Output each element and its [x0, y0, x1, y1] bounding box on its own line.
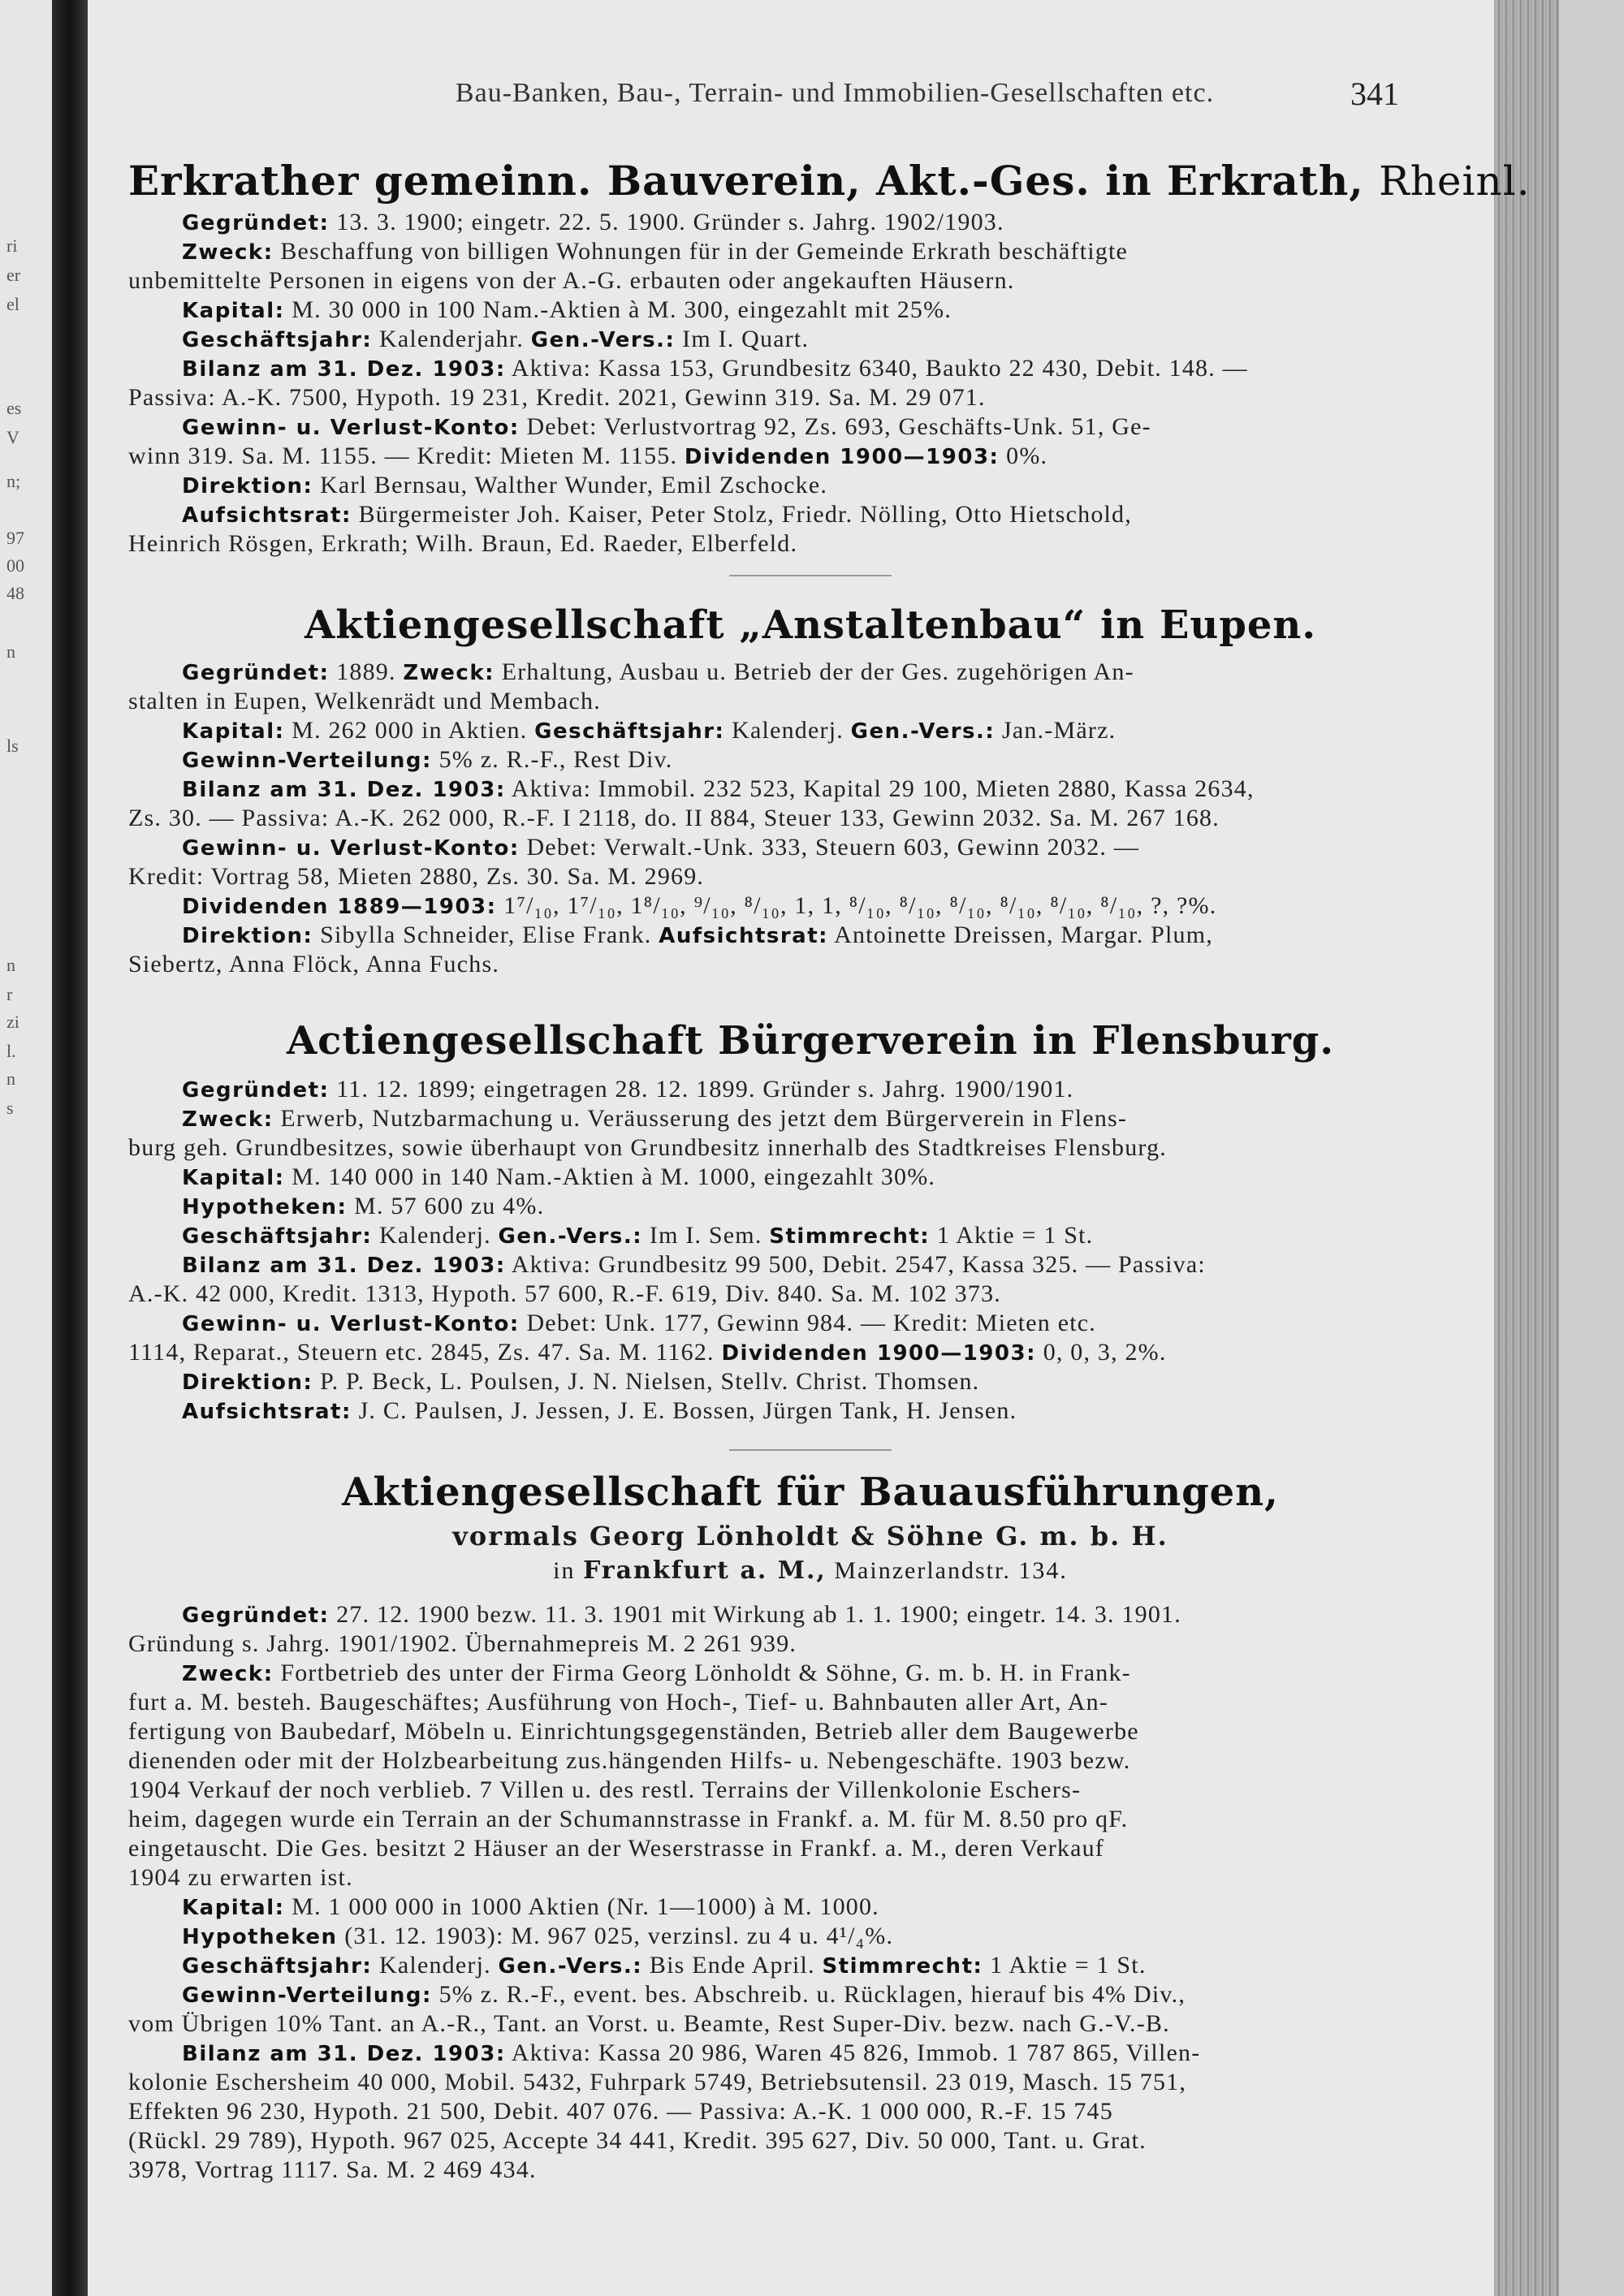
- entry-erkrather-bauverein: [128, 154, 1531, 559]
- entry-line: [128, 1221, 1492, 1250]
- field-value: Erwerb, Nutzbarmachung u. Veräusserung des jetzt dem Bürgerverein in Flens-: [280, 1105, 1128, 1132]
- entry-line: [128, 2097, 1492, 2126]
- field-label: Gen.-Vers.:: [498, 1954, 643, 1979]
- field-label: Zweck:: [182, 240, 274, 265]
- field-label: Stimmrecht:: [769, 1224, 931, 1249]
- field-value: stalten in Eupen, Welkenrädt und Membach.: [128, 688, 601, 714]
- field-value: M. 57 600 zu 4%.: [354, 1193, 545, 1219]
- field-value: (31. 12. 1903): M. 967 025, verzinsl. zu 4 u. 4¹/₄%.: [344, 1923, 894, 1949]
- field-value: Beschaffung von billigen Wohnungen für in der Gemeinde Erkrath beschäftigte: [280, 238, 1129, 265]
- address-city: Frankfurt a. M.,: [583, 1556, 827, 1585]
- field-value: 1 Aktie = 1 St.: [990, 1952, 1147, 1979]
- prev-page-fragment: l.: [6, 1041, 16, 1061]
- field-value: 13. 3. 1900; eingetr. 22. 5. 1900. Gründer s. Jahrg. 1902/1903.: [336, 209, 1004, 235]
- field-label: Zweck:: [182, 1107, 274, 1132]
- address-prefix: in: [553, 1557, 576, 1584]
- field-label: Gen.-Vers.:: [498, 1224, 643, 1249]
- field-label: Kapital:: [182, 719, 285, 744]
- field-value: winn 319. Sa. M. 1155. — Kredit: Mieten M. 1155.: [128, 442, 678, 469]
- field-value: 27. 12. 1900 bezw. 11. 3. 1901 mit Wirkung ab 1. 1. 1900; eingetr. 14. 3. 1901.: [336, 1601, 1181, 1628]
- prev-page-fragment: n;: [6, 471, 21, 491]
- entry-title-tail: Rheinl.: [1379, 158, 1531, 205]
- entry-line: [128, 1805, 1492, 1834]
- field-value: Zs. 30. — Passiva: A.-K. 262 000, R.-F. I 2118, do. II 884, Steuer 133, Gewinn 2032. Sa. M. 267 168.: [128, 805, 1220, 831]
- entry-body: [128, 1075, 1492, 1426]
- field-value: Gründung s. Jahrg. 1901/1902. Übernahmepreis M. 2 261 939.: [128, 1630, 797, 1657]
- field-value: Erhaltung, Ausbau u. Betrieb der der Ges. zugehörigen An-: [501, 658, 1134, 685]
- field-label: Geschäftsjahr:: [182, 328, 373, 352]
- field-value: Kalenderj.: [379, 1222, 491, 1249]
- field-value: Im I. Quart.: [682, 326, 810, 352]
- field-label: Aufsichtsrat:: [182, 1400, 352, 1424]
- entry-address: [128, 1553, 1492, 1589]
- field-label: Bilanz am 31. Dez. 1903:: [182, 778, 506, 802]
- prev-page-fragment: n: [6, 641, 15, 662]
- entry-line: [128, 237, 1492, 266]
- entry-line: [128, 2039, 1492, 2068]
- field-value: Im I. Sem.: [649, 1222, 762, 1249]
- prev-page-fragment: er: [6, 265, 21, 285]
- entry-line: [128, 471, 1492, 500]
- entry-line: [128, 1600, 1492, 1629]
- prev-page-fragment: V: [6, 427, 19, 447]
- field-label: Gegründet:: [182, 211, 330, 235]
- field-value: 5% z. R.-F., event. bes. Abschreib. u. Rücklagen, hierauf bis 4% Div.,: [438, 1981, 1186, 2008]
- section-divider: [729, 1449, 892, 1451]
- entry-line: [128, 862, 1492, 891]
- field-value: Kredit: Vortrag 58, Mieten 2880, Zs. 30. Sa. M. 2969.: [128, 863, 705, 890]
- prev-page-fragment: 48: [6, 583, 24, 603]
- field-value: Sibylla Schneider, Elise Frank.: [320, 921, 652, 948]
- field-value: Bis Ende April.: [649, 1952, 815, 1979]
- entry-line: [128, 1309, 1492, 1338]
- entry-line: [128, 745, 1492, 775]
- field-label: Gen.-Vers.:: [850, 719, 996, 744]
- entry-line: [128, 1746, 1492, 1776]
- prev-page-fragment: n: [6, 1068, 15, 1089]
- entry-line: [128, 1280, 1492, 1309]
- entry-title: Aktiengesellschaft „Anstaltenbau“ in Eupen.: [304, 602, 1317, 648]
- entry-bauausfuehrungen-frankfurt: [128, 1465, 1492, 2185]
- book-spine-gutter: [52, 0, 88, 2296]
- field-label: Aufsichtsrat:: [659, 924, 829, 948]
- field-value: Aktiva: Grundbesitz 99 500, Debit. 2547, Kassa 325. — Passiva:: [511, 1251, 1206, 1278]
- field-value: M. 262 000 in Aktien.: [292, 717, 528, 744]
- field-value: 3978, Vortrag 1117. Sa. M. 2 469 434.: [128, 2156, 537, 2183]
- field-label: Gewinn- u. Verlust-Konto:: [182, 836, 520, 861]
- entry-line: [128, 804, 1492, 833]
- entry-buergerverein-flensburg: [128, 1007, 1492, 1426]
- entry-line: [128, 1980, 1492, 2009]
- entry-line: [128, 1250, 1492, 1280]
- prev-page-fragment: el: [6, 294, 19, 314]
- field-value: (Rückl. 29 789), Hypoth. 967 025, Accepte 34 441, Kredit. 395 627, Div. 50 000, Tant. u. Grat.: [128, 2127, 1147, 2154]
- entry-line: [128, 1717, 1492, 1746]
- field-label: Gen.-Vers.:: [530, 328, 676, 352]
- entry-line: [128, 921, 1492, 950]
- prev-page-fragment: 00: [6, 555, 24, 576]
- field-value: Debet: Verlustvortrag 92, Zs. 693, Geschäfts-Unk. 51, Ge-: [526, 413, 1151, 440]
- field-label: Gewinn-Verteilung:: [182, 1983, 432, 2008]
- field-value: Fortbetrieb des unter der Firma Georg Lönholdt & Söhne, G. m. b. H. in Frank-: [280, 1659, 1131, 1686]
- entry-line: [128, 325, 1492, 354]
- entry-line: [128, 1776, 1492, 1805]
- field-label: Gewinn- u. Verlust-Konto:: [182, 416, 520, 440]
- field-label: Kapital:: [182, 1166, 285, 1190]
- field-value: unbemittelte Personen in eigens von der A.-G. erbauten oder angekauften Häusern.: [128, 267, 1015, 294]
- field-value: J. C. Paulsen, J. Jessen, J. E. Bossen, Jürgen Tank, H. Jensen.: [358, 1397, 1017, 1424]
- field-label: Kapital:: [182, 299, 285, 323]
- field-value: Bürgermeister Joh. Kaiser, Peter Stolz, Friedr. Nölling, Otto Hietschold,: [358, 501, 1132, 528]
- prev-page-fragment: 97: [6, 528, 24, 548]
- field-label: Bilanz am 31. Dez. 1903:: [182, 2042, 506, 2066]
- field-value: Heinrich Rösgen, Erkrath; Wilh. Braun, Ed. Raeder, Elberfeld.: [128, 530, 798, 557]
- entry-line: [128, 1133, 1492, 1163]
- entry-line: [128, 658, 1492, 687]
- field-label: Zweck:: [403, 661, 495, 685]
- entry-line: [128, 687, 1492, 716]
- field-label: Hypotheken: [182, 1925, 338, 1949]
- entry-line: [128, 1688, 1492, 1717]
- entry-line: [128, 1863, 1492, 1892]
- address-street: Mainzerlandstr. 134.: [834, 1557, 1068, 1584]
- field-value: 1904 Verkauf der noch verblieb. 7 Villen u. des restl. Terrains der Villenkolonie Eschers-: [128, 1776, 1082, 1803]
- field-value: vom Übrigen 10% Tant. an A.-R., Tant. an Vorst. u. Beamte, Rest Super-Div. bezw. nach G.-V.-B.: [128, 2010, 1170, 2037]
- field-label: Gegründet:: [182, 1078, 330, 1103]
- field-value: A.-K. 42 000, Kredit. 1313, Hypoth. 57 600, R.-F. 619, Div. 840. Sa. M. 102 373.: [128, 1280, 1001, 1307]
- field-label: Geschäftsjahr:: [182, 1954, 373, 1979]
- entry-line: [128, 1951, 1492, 1980]
- field-value: 1⁷/₁₀, 1⁷/₁₀, 1⁸/₁₀, ⁹/₁₀, ⁸/₁₀, 1, 1, ⁸/₁₀, ⁸/₁₀, ⁸/₁₀, ⁸/₁₀, ⁸/₁₀, ⁸/₁₀, ?, ?%.: [503, 892, 1217, 919]
- field-label: Dividenden 1900—1903:: [721, 1341, 1036, 1366]
- prev-page-fragment: zi: [6, 1012, 19, 1032]
- field-label: Gegründet:: [182, 661, 330, 685]
- entry-line: [128, 412, 1492, 442]
- entry-title: [128, 154, 1531, 208]
- field-label: Geschäftsjahr:: [534, 719, 725, 744]
- page-number: 341: [1350, 76, 1399, 112]
- field-value: eingetauscht. Die Ges. besitzt 2 Häuser an der Weserstrasse in Frankf. a. M., deren Verkauf: [128, 1835, 1104, 1862]
- entry-title: Actiengesellschaft Bürgerverein in Flensburg.: [286, 1018, 1335, 1064]
- entry-line: [128, 2068, 1492, 2097]
- field-value: Aktiva: Kassa 153, Grundbesitz 6340, Baukto 22 430, Debit. 148. —: [511, 355, 1248, 382]
- field-value: Kalenderjahr.: [379, 326, 525, 352]
- field-label: Bilanz am 31. Dez. 1903:: [182, 1254, 506, 1278]
- entry-line: [128, 1104, 1492, 1133]
- field-value: burg geh. Grundbesitzes, sowie überhaupt von Grundbesitz innerhalb des Stadtkreises Flensburg.: [128, 1134, 1167, 1161]
- entry-line: [128, 1075, 1492, 1104]
- entry-line: [128, 716, 1492, 745]
- entry-title: Aktiengesellschaft für Bauausführungen,: [342, 1470, 1279, 1515]
- prev-page-fragment: ls: [6, 736, 19, 756]
- entry-line: [128, 354, 1492, 383]
- field-value: P. P. Beck, L. Poulsen, J. N. Nielsen, Stellv. Christ. Thomsen.: [320, 1368, 980, 1395]
- entry-line: [128, 950, 1492, 979]
- entry-line: [128, 2126, 1492, 2156]
- field-label: Hypotheken:: [182, 1195, 348, 1219]
- field-label: Stimmrecht:: [822, 1954, 983, 1979]
- field-value: Passiva: A.-K. 7500, Hypoth. 19 231, Kredit. 2021, Gewinn 319. Sa. M. 29 071.: [128, 384, 986, 411]
- field-label: Zweck:: [182, 1662, 274, 1686]
- field-value: 1114, Reparat., Steuern etc. 2845, Zs. 47. Sa. M. 1162.: [128, 1339, 715, 1366]
- field-label: Direktion:: [182, 1370, 313, 1395]
- previous-page-edge: [0, 0, 52, 2296]
- field-value: Aktiva: Immobil. 232 523, Kapital 29 100, Mieten 2880, Kassa 2634,: [511, 775, 1255, 802]
- entry-body: [128, 208, 1492, 559]
- field-value: Debet: Verwalt.-Unk. 333, Steuern 603, Gewinn 2032. —: [526, 834, 1140, 861]
- field-value: 0%.: [1006, 442, 1048, 469]
- field-label: Bilanz am 31. Dez. 1903:: [182, 357, 506, 382]
- page: [88, 0, 1559, 2296]
- field-value: 1904 zu erwarten ist.: [128, 1864, 353, 1891]
- entry-line: [128, 2156, 1492, 2185]
- field-value: M. 1 000 000 in 1000 Aktien (Nr. 1—1000) à M. 1000.: [292, 1893, 879, 1920]
- field-label: Direktion:: [182, 474, 313, 498]
- field-label: Gewinn- u. Verlust-Konto:: [182, 1312, 520, 1336]
- entry-line: [128, 442, 1492, 471]
- field-value: fertigung von Baubedarf, Möbeln u. Einrichtungsgegenständen, Betrieb aller dem Baugewerbe: [128, 1718, 1139, 1745]
- field-value: furt a. M. besteh. Baugeschäftes; Ausführung von Hoch-, Tief- u. Bahnbauten aller Art, An-: [128, 1689, 1108, 1716]
- field-value: Jan.-März.: [1002, 717, 1116, 744]
- entry-line: [128, 296, 1492, 325]
- prev-page-fragment: n: [6, 955, 15, 975]
- field-value: Karl Bernsau, Walther Wunder, Emil Zschocke.: [320, 472, 828, 498]
- entry-body: [128, 658, 1492, 979]
- field-label: Direktion:: [182, 924, 313, 948]
- entry-line: [128, 1396, 1492, 1426]
- prev-page-fragment: r: [6, 984, 13, 1004]
- entry-line: [128, 1192, 1492, 1221]
- field-value: M. 30 000 in 100 Nam.-Aktien à M. 300, eingezahlt mit 25%.: [292, 296, 952, 323]
- entry-body: [128, 1600, 1492, 2185]
- field-value: 1889.: [336, 658, 396, 685]
- entry-line: [128, 383, 1492, 412]
- field-value: 0, 0, 3, 2%.: [1043, 1339, 1167, 1366]
- entry-line: [128, 529, 1492, 559]
- prev-page-fragment: es: [6, 398, 22, 418]
- running-head: Bau-Banken, Bau-, Terrain- und Immobilien-Gesellschaften etc.: [455, 78, 1215, 108]
- entry-line: [128, 833, 1492, 862]
- field-value: Debet: Unk. 177, Gewinn 984. — Kredit: Mieten etc.: [526, 1310, 1096, 1336]
- field-value: Kalenderj.: [379, 1952, 491, 1979]
- field-value: heim, dagegen wurde ein Terrain an der Schumannstrasse in Frankf. a. M. für M. 8.50 pro qF.: [128, 1806, 1129, 1832]
- entry-line: [128, 1834, 1492, 1863]
- prev-page-fragment: s: [6, 1098, 14, 1118]
- entry-line: [128, 1659, 1492, 1688]
- entry-line: [128, 1338, 1492, 1367]
- entry-line: [128, 500, 1492, 529]
- entry-line: [128, 1922, 1492, 1951]
- field-label: Dividenden 1889—1903:: [182, 895, 497, 919]
- field-label: Geschäftsjahr:: [182, 1224, 373, 1249]
- entry-subtitle: vormals Georg Lönholdt & Söhne G. m. b. H.: [452, 1521, 1168, 1552]
- entry-line: [128, 775, 1492, 804]
- field-label: Gegründet:: [182, 1603, 330, 1628]
- field-label: Dividenden 1900—1903:: [684, 445, 1000, 469]
- field-value: Siebertz, Anna Flöck, Anna Fuchs.: [128, 951, 500, 978]
- entry-line: [128, 208, 1492, 237]
- field-value: M. 140 000 in 140 Nam.-Aktien à M. 1000, eingezahlt 30%.: [292, 1163, 936, 1190]
- entry-line: [128, 1367, 1492, 1396]
- field-value: Kalenderj.: [732, 717, 844, 744]
- field-value: kolonie Eschersheim 40 000, Mobil. 5432, Fuhrpark 5749, Betriebsutensil. 23 019, Masch. 15 751,: [128, 2069, 1187, 2095]
- field-label: Kapital:: [182, 1896, 285, 1920]
- field-value: Effekten 96 230, Hypoth. 21 500, Debit. 407 076. — Passiva: A.-K. 1 000 000, R.-F. 15 745: [128, 2098, 1113, 2125]
- entry-line: [128, 1892, 1492, 1922]
- entry-line: [128, 1629, 1492, 1659]
- section-divider: [729, 575, 892, 576]
- field-value: Antoinette Dreissen, Margar. Plum,: [834, 921, 1213, 948]
- field-value: 1 Aktie = 1 St.: [936, 1222, 1094, 1249]
- entry-line: [128, 2009, 1492, 2039]
- entry-line: [128, 1163, 1492, 1192]
- field-label: Aufsichtsrat:: [182, 503, 352, 528]
- prev-page-fragment: ri: [6, 235, 18, 256]
- field-value: 5% z. R.-F., Rest Div.: [438, 746, 673, 773]
- field-value: 11. 12. 1899; eingetragen 28. 12. 1899. Gründer s. Jahrg. 1900/1901.: [336, 1076, 1074, 1103]
- page-edge-stack: [1494, 0, 1559, 2296]
- entry-line: [128, 891, 1492, 921]
- entry-anstaltenbau-eupen: [128, 593, 1492, 979]
- entry-line: [128, 266, 1492, 296]
- field-label: Gewinn-Verteilung:: [182, 749, 432, 773]
- field-value: Aktiva: Kassa 20 986, Waren 45 826, Immob. 1 787 865, Villen-: [511, 2039, 1201, 2066]
- entry-title-text: Erkrather gemeinn. Bauverein, Akt.-Ges. in Erkrath,: [128, 157, 1364, 205]
- field-value: dienenden oder mit der Holzbearbeitung zus.hängenden Hilfs- u. Nebengeschäfte. 1903 bezw.: [128, 1747, 1131, 1774]
